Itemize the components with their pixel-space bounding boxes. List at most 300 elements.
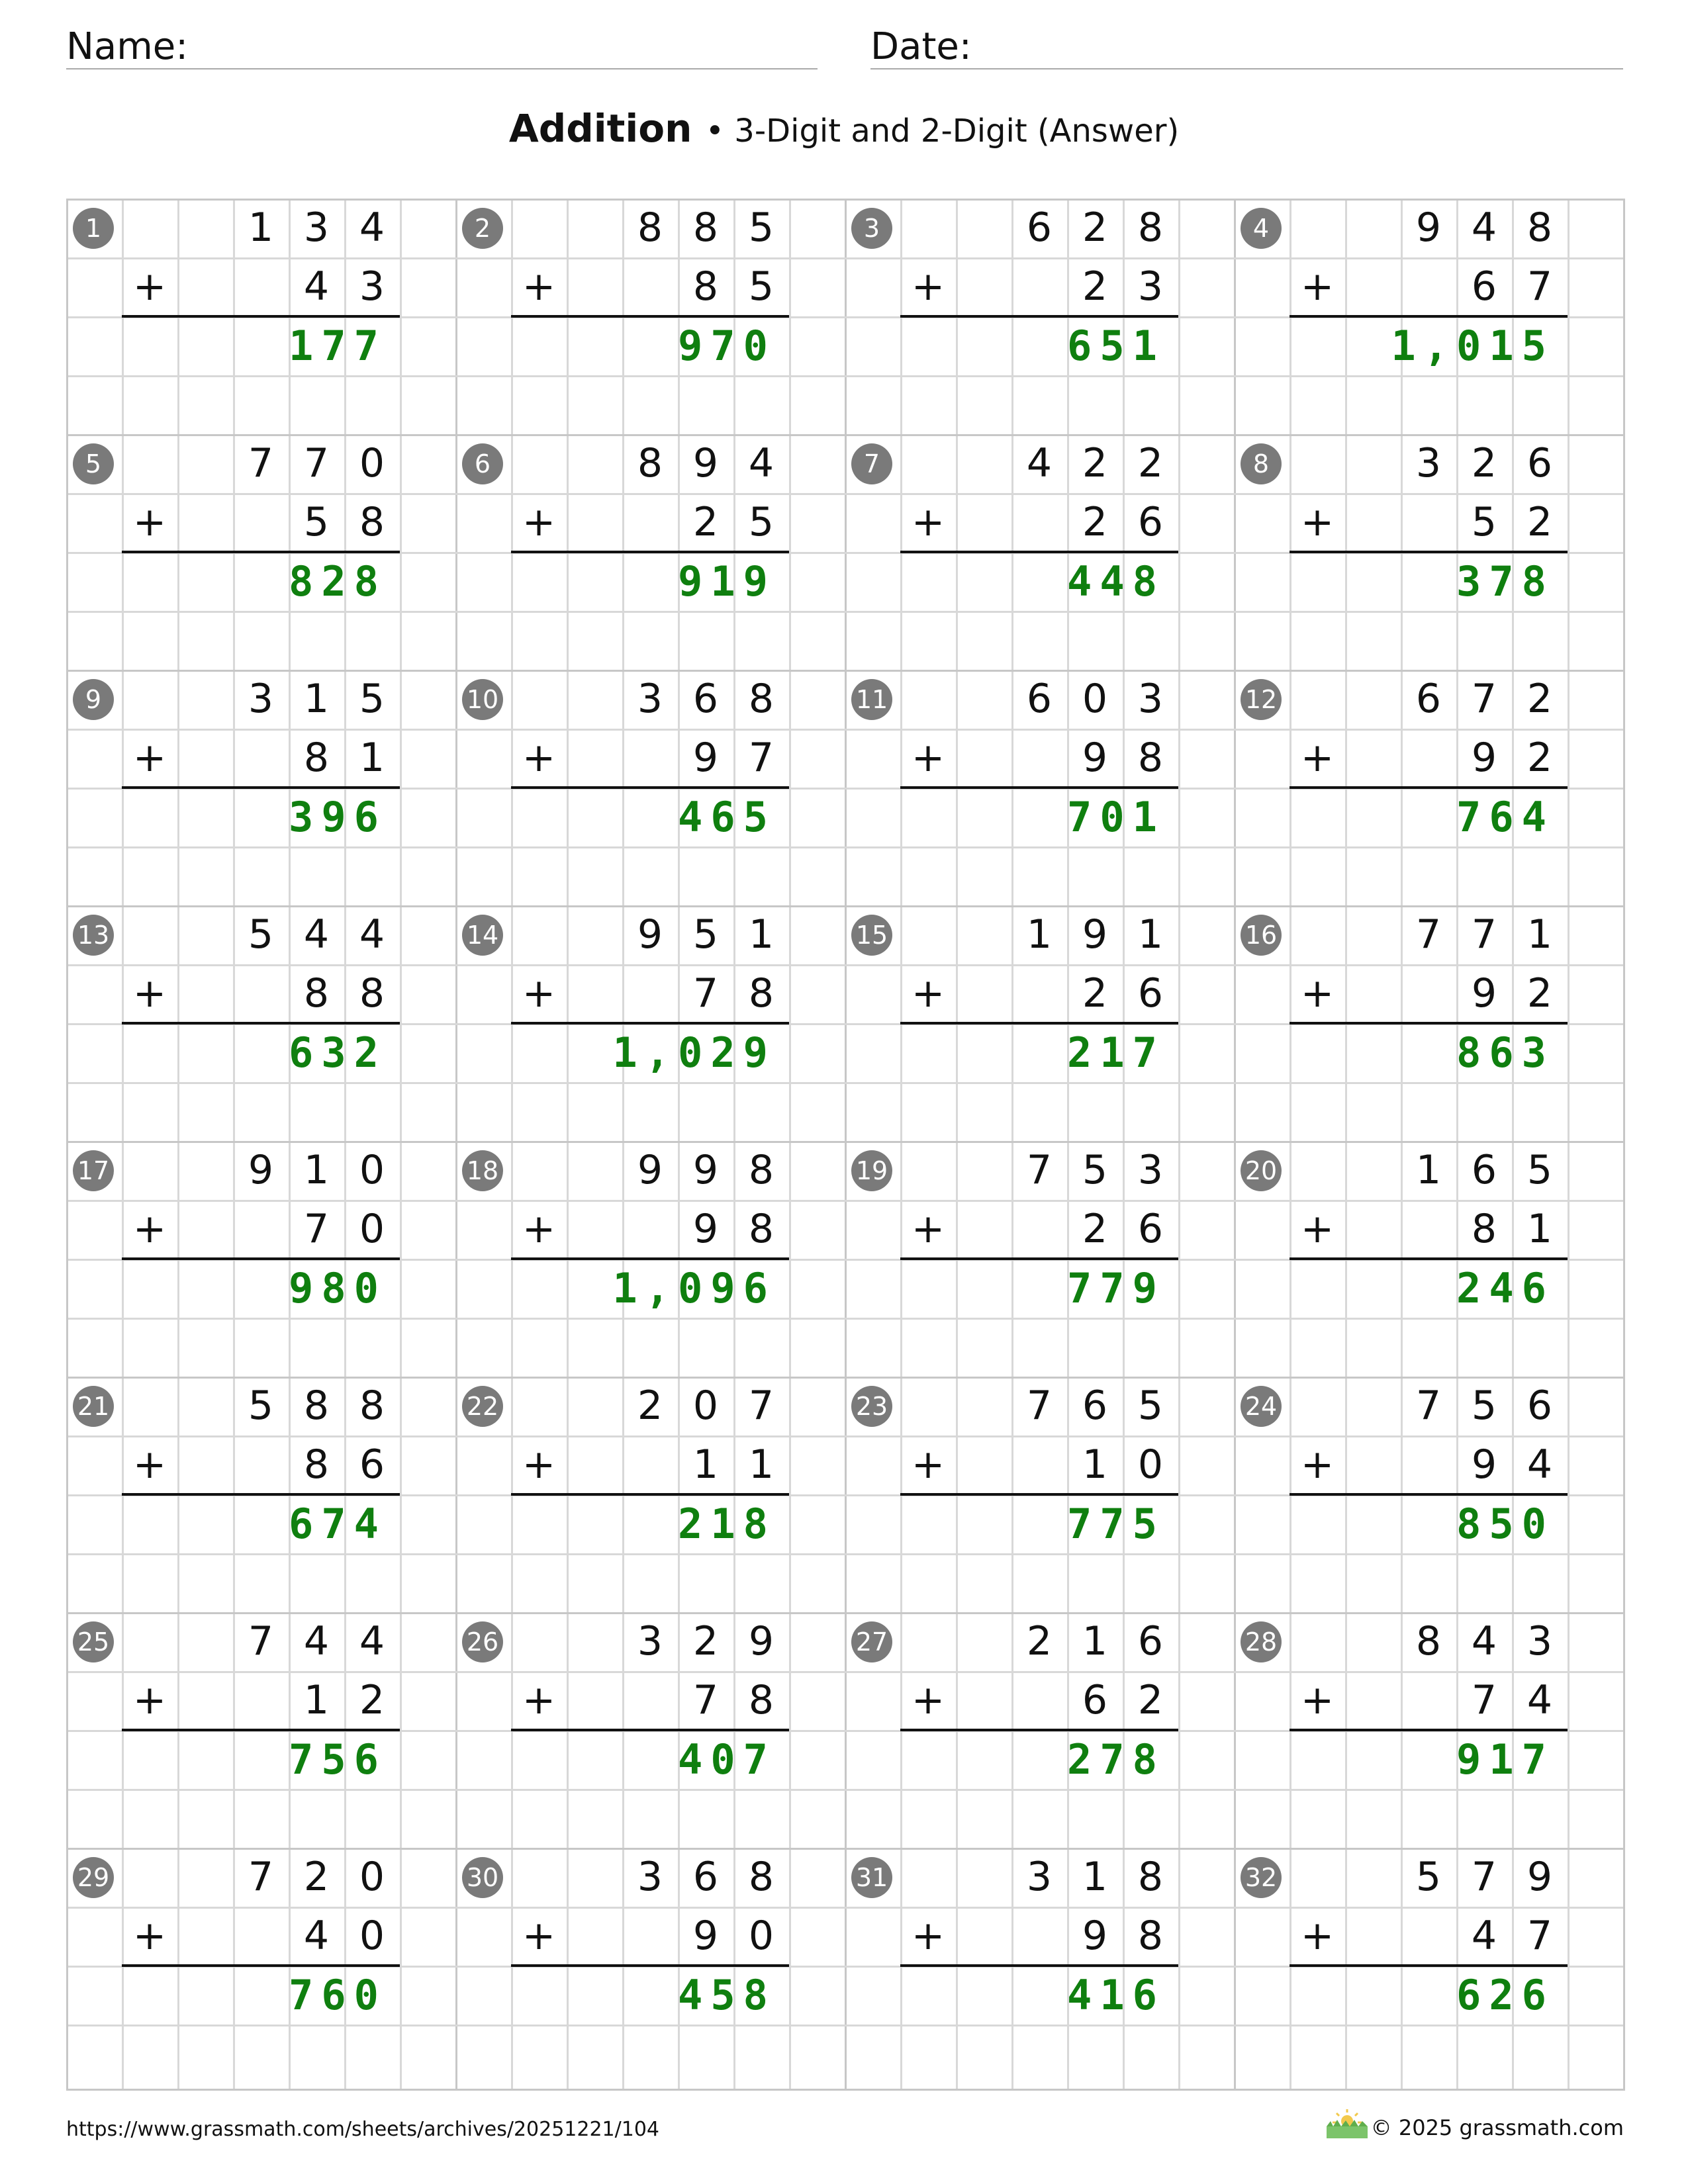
- addend-digit: 7: [1471, 1677, 1497, 1723]
- addend-digit: 5: [303, 499, 330, 545]
- addend-digit: 8: [303, 1383, 330, 1429]
- addend-digit: 9: [1471, 735, 1497, 781]
- date-label: Date:: [870, 25, 972, 68]
- addend-digit: 6: [1137, 499, 1164, 545]
- addend-digit: 5: [1471, 1383, 1497, 1429]
- problem-box: [1234, 1848, 1623, 2083]
- addend-digit: 8: [1137, 735, 1164, 781]
- addend-digit: 7: [1471, 676, 1497, 722]
- addend-digit: 1: [1526, 911, 1553, 958]
- problem-number-badge: 21: [73, 1386, 114, 1427]
- addend-digit: 8: [637, 205, 663, 251]
- addend-digit: 7: [1026, 1147, 1053, 1193]
- answer-value: 828: [289, 557, 387, 606]
- answer-value: 917: [1456, 1735, 1554, 1784]
- addend-digit: 4: [1026, 440, 1053, 486]
- answer-value: 218: [678, 1500, 776, 1548]
- addend-digit: 3: [248, 676, 274, 722]
- addend-digit: 9: [692, 440, 719, 486]
- addend-digit: 6: [1526, 1383, 1553, 1429]
- addend-digit: 8: [748, 1854, 774, 1900]
- addend-digit: 6: [1026, 676, 1053, 722]
- plus-sign: +: [522, 1913, 556, 1959]
- answer-value: 1,096: [612, 1264, 776, 1312]
- addend-digit: 0: [359, 1854, 385, 1900]
- addend-digit: 6: [692, 1854, 719, 1900]
- addend-digit: 0: [359, 1206, 385, 1252]
- addend-digit: 1: [1415, 1147, 1442, 1193]
- addend-digit: 2: [359, 1677, 385, 1723]
- plus-sign: +: [1300, 1441, 1335, 1488]
- problem-number-badge: 5: [73, 443, 114, 484]
- title-bullet: •: [695, 113, 735, 150]
- addend-digit: 1: [359, 735, 385, 781]
- addend-digit: 2: [1082, 1206, 1108, 1252]
- problem-box: [66, 1141, 455, 1377]
- addend-digit: 2: [1082, 263, 1108, 310]
- problem-box: [1234, 1377, 1623, 1612]
- problem-box: [845, 1612, 1234, 1848]
- plus-sign: +: [522, 735, 556, 781]
- addend-digit: 4: [303, 263, 330, 310]
- addend-digit: 2: [303, 1854, 330, 1900]
- problem-number-badge: 18: [462, 1150, 503, 1191]
- addend-digit: 3: [303, 205, 330, 251]
- problem-box: [845, 434, 1234, 670]
- addend-digit: 4: [1471, 1913, 1497, 1959]
- footer-url[interactable]: https://www.grassmath.com/sheets/archives/20251221/104: [66, 2118, 660, 2141]
- addend-digit: 5: [748, 205, 774, 251]
- addend-digit: 6: [359, 1441, 385, 1488]
- plus-sign: +: [522, 1677, 556, 1723]
- answer-value: 651: [1067, 322, 1165, 370]
- addend-digit: 7: [1471, 911, 1497, 958]
- answer-value: 448: [1067, 557, 1165, 606]
- addend-digit: 7: [1026, 1383, 1053, 1429]
- name-field-line[interactable]: [66, 68, 818, 69]
- addend-digit: 4: [303, 1618, 330, 1664]
- addend-digit: 4: [1526, 1677, 1553, 1723]
- title-sub: 3-Digit and 2-Digit (Answer): [734, 113, 1180, 150]
- problem-number-badge: 4: [1241, 208, 1282, 249]
- answer-value: 416: [1067, 1971, 1165, 2019]
- addend-digit: 9: [248, 1147, 274, 1193]
- addend-digit: 2: [692, 499, 719, 545]
- problem-number-badge: 13: [73, 915, 114, 956]
- answer-value: 1,015: [1391, 322, 1554, 370]
- addend-digit: 4: [359, 205, 385, 251]
- problem-box: [1234, 670, 1623, 905]
- plus-sign: +: [1300, 263, 1335, 310]
- addend-digit: 9: [692, 1913, 719, 1959]
- addend-digit: 2: [1082, 499, 1108, 545]
- addend-digit: 8: [359, 499, 385, 545]
- problem-box: [66, 434, 455, 670]
- addend-digit: 1: [1526, 1206, 1553, 1252]
- problem-box: [1234, 434, 1623, 670]
- addend-digit: 8: [748, 1147, 774, 1193]
- addend-digit: 3: [359, 263, 385, 310]
- addend-digit: 0: [1082, 676, 1108, 722]
- addend-digit: 2: [1526, 676, 1553, 722]
- addend-digit: 8: [692, 205, 719, 251]
- addend-digit: 8: [303, 970, 330, 1017]
- problem-grid: [66, 199, 1623, 2089]
- addend-digit: 9: [637, 911, 663, 958]
- worksheet-title: [0, 106, 1688, 151]
- addend-digit: 3: [1137, 1147, 1164, 1193]
- problem-box: [1234, 905, 1623, 1141]
- addend-digit: 7: [1415, 911, 1442, 958]
- addend-digit: 8: [1471, 1206, 1497, 1252]
- name-label: Name:: [66, 25, 189, 68]
- problem-number-badge: 6: [462, 443, 503, 484]
- addend-digit: 4: [748, 440, 774, 486]
- addend-digit: 5: [359, 676, 385, 722]
- plus-sign: +: [1300, 1913, 1335, 1959]
- title-main: Addition: [508, 106, 692, 151]
- plus-sign: +: [132, 735, 167, 781]
- problem-number-badge: 30: [462, 1857, 503, 1898]
- problem-number-badge: 27: [851, 1621, 892, 1662]
- addend-digit: 5: [1082, 1147, 1108, 1193]
- addend-digit: 9: [692, 735, 719, 781]
- addend-digit: 5: [1526, 1147, 1553, 1193]
- answer-value: 1,029: [612, 1028, 776, 1077]
- problem-box: [455, 1377, 845, 1612]
- addend-digit: 1: [692, 1441, 719, 1488]
- addend-digit: 8: [748, 1206, 774, 1252]
- addend-digit: 0: [692, 1383, 719, 1429]
- addend-digit: 1: [1082, 1618, 1108, 1664]
- problem-number-badge: 3: [851, 208, 892, 249]
- addend-digit: 1: [303, 1147, 330, 1193]
- problem-box: [1234, 1612, 1623, 1848]
- addend-digit: 4: [359, 911, 385, 958]
- addend-digit: 8: [303, 1441, 330, 1488]
- problem-box: [455, 434, 845, 670]
- problem-number-badge: 24: [1241, 1386, 1282, 1427]
- addend-digit: 6: [1082, 1383, 1108, 1429]
- problem-number-badge: 22: [462, 1386, 503, 1427]
- addend-digit: 6: [1415, 676, 1442, 722]
- addend-digit: 6: [1026, 205, 1053, 251]
- problem-number-badge: 32: [1241, 1857, 1282, 1898]
- plus-sign: +: [911, 1206, 945, 1252]
- answer-value: 863: [1456, 1028, 1554, 1077]
- problem-number-badge: 29: [73, 1857, 114, 1898]
- addend-digit: 8: [1137, 1854, 1164, 1900]
- addend-digit: 9: [748, 1618, 774, 1664]
- addend-digit: 7: [1415, 1383, 1442, 1429]
- plus-sign: +: [132, 970, 167, 1017]
- plus-sign: +: [911, 970, 945, 1017]
- addend-digit: 1: [303, 1677, 330, 1723]
- answer-value: 779: [1067, 1264, 1165, 1312]
- grass-sun-logo-icon: [1324, 2107, 1370, 2140]
- problem-number-badge: 19: [851, 1150, 892, 1191]
- problem-number-badge: 1: [73, 208, 114, 249]
- addend-digit: 2: [1082, 205, 1108, 251]
- addend-digit: 8: [1526, 205, 1553, 251]
- answer-value: 378: [1456, 557, 1554, 606]
- addend-digit: 6: [692, 676, 719, 722]
- addend-digit: 8: [692, 263, 719, 310]
- plus-sign: +: [911, 1677, 945, 1723]
- addend-digit: 8: [359, 1383, 385, 1429]
- addend-digit: 5: [1415, 1854, 1442, 1900]
- addend-digit: 4: [1471, 1618, 1497, 1664]
- addend-digit: 7: [248, 1618, 274, 1664]
- addend-digit: 0: [359, 440, 385, 486]
- addend-digit: 0: [359, 1147, 385, 1193]
- problem-box: [66, 1377, 455, 1612]
- plus-sign: +: [1300, 1206, 1335, 1252]
- problem-number-badge: 10: [462, 679, 503, 720]
- plus-sign: +: [1300, 1677, 1335, 1723]
- addend-digit: 2: [1082, 970, 1108, 1017]
- problem-number-badge: 20: [1241, 1150, 1282, 1191]
- addend-digit: 8: [1137, 1913, 1164, 1959]
- addend-digit: 3: [1526, 1618, 1553, 1664]
- answer-value: 278: [1067, 1735, 1165, 1784]
- addend-digit: 2: [1526, 970, 1553, 1017]
- problem-box: [455, 670, 845, 905]
- addend-digit: 4: [359, 1618, 385, 1664]
- addend-digit: 7: [748, 735, 774, 781]
- addend-digit: 6: [1526, 440, 1553, 486]
- answer-value: 701: [1067, 793, 1165, 841]
- addend-digit: 2: [1526, 735, 1553, 781]
- addend-digit: 6: [1082, 1677, 1108, 1723]
- answer-value: 850: [1456, 1500, 1554, 1548]
- answer-value: 407: [678, 1735, 776, 1784]
- plus-sign: +: [911, 499, 945, 545]
- answer-value: 217: [1067, 1028, 1165, 1077]
- addend-digit: 4: [1526, 1441, 1553, 1488]
- addend-digit: 9: [692, 1206, 719, 1252]
- problem-box: [845, 670, 1234, 905]
- addend-digit: 7: [248, 440, 274, 486]
- addend-digit: 9: [1471, 1441, 1497, 1488]
- plus-sign: +: [522, 1441, 556, 1488]
- addend-digit: 1: [303, 676, 330, 722]
- addend-digit: 0: [1137, 1441, 1164, 1488]
- answer-value: 756: [289, 1735, 387, 1784]
- addend-digit: 7: [692, 1677, 719, 1723]
- addend-digit: 9: [1471, 970, 1497, 1017]
- addend-digit: 2: [1026, 1618, 1053, 1664]
- addend-digit: 8: [359, 970, 385, 1017]
- addend-digit: 3: [1137, 676, 1164, 722]
- addend-digit: 5: [248, 1383, 274, 1429]
- problem-box: [845, 1377, 1234, 1612]
- addend-digit: 1: [248, 205, 274, 251]
- plus-sign: +: [132, 499, 167, 545]
- addend-digit: 1: [1026, 911, 1053, 958]
- problem-number-badge: 25: [73, 1621, 114, 1662]
- addend-digit: 6: [1471, 263, 1497, 310]
- addend-digit: 3: [637, 676, 663, 722]
- plus-sign: +: [132, 1206, 167, 1252]
- date-field-line[interactable]: [870, 68, 1623, 69]
- problem-box: [455, 1141, 845, 1377]
- addend-digit: 2: [1137, 440, 1164, 486]
- problem-number-badge: 14: [462, 915, 503, 956]
- addend-digit: 7: [303, 440, 330, 486]
- addend-digit: 6: [1471, 1147, 1497, 1193]
- addend-digit: 9: [1082, 911, 1108, 958]
- addend-digit: 7: [692, 970, 719, 1017]
- addend-digit: 9: [1526, 1854, 1553, 1900]
- addend-digit: 8: [637, 440, 663, 486]
- problem-box: [1234, 1141, 1623, 1377]
- answer-value: 465: [678, 793, 776, 841]
- answer-value: 760: [289, 1971, 387, 2019]
- answer-value: 970: [678, 322, 776, 370]
- answer-value: 764: [1456, 793, 1554, 841]
- addend-digit: 4: [303, 1913, 330, 1959]
- addend-digit: 6: [1137, 1206, 1164, 1252]
- addend-digit: 1: [1082, 1441, 1108, 1488]
- addend-digit: 2: [692, 1618, 719, 1664]
- problem-box: [455, 1612, 845, 1848]
- problem-box: [455, 1848, 845, 2083]
- plus-sign: +: [911, 735, 945, 781]
- plus-sign: +: [132, 263, 167, 310]
- addend-digit: 1: [1137, 911, 1164, 958]
- addend-digit: 2: [1137, 1677, 1164, 1723]
- addend-digit: 6: [1137, 1618, 1164, 1664]
- plus-sign: +: [132, 1913, 167, 1959]
- problem-number-badge: 28: [1241, 1621, 1282, 1662]
- addend-digit: 9: [1415, 205, 1442, 251]
- addend-digit: 6: [1137, 970, 1164, 1017]
- problem-box: [66, 1612, 455, 1848]
- addend-digit: 5: [692, 911, 719, 958]
- addend-digit: 2: [1082, 440, 1108, 486]
- problem-number-badge: 26: [462, 1621, 503, 1662]
- problem-number-badge: 16: [1241, 915, 1282, 956]
- plus-sign: +: [911, 263, 945, 310]
- addend-digit: 7: [1471, 1854, 1497, 1900]
- problem-box: [1234, 199, 1623, 434]
- addend-digit: 3: [1415, 440, 1442, 486]
- problem-box: [66, 670, 455, 905]
- answer-value: 775: [1067, 1500, 1165, 1548]
- addend-digit: 5: [1137, 1383, 1164, 1429]
- addend-digit: 1: [748, 1441, 774, 1488]
- answer-value: 177: [289, 322, 387, 370]
- addend-digit: 8: [1415, 1618, 1442, 1664]
- problem-number-badge: 8: [1241, 443, 1282, 484]
- answer-value: 919: [678, 557, 776, 606]
- addend-digit: 2: [1471, 440, 1497, 486]
- addend-digit: 1: [748, 911, 774, 958]
- addend-digit: 3: [637, 1618, 663, 1664]
- addend-digit: 5: [748, 499, 774, 545]
- problem-number-badge: 2: [462, 208, 503, 249]
- answer-value: 396: [289, 793, 387, 841]
- problem-box: [66, 1848, 455, 2083]
- problem-number-badge: 11: [851, 679, 892, 720]
- problem-number-badge: 31: [851, 1857, 892, 1898]
- addend-digit: 4: [303, 911, 330, 958]
- problem-box: [66, 905, 455, 1141]
- plus-sign: +: [911, 1913, 945, 1959]
- addend-digit: 3: [1137, 263, 1164, 310]
- answer-value: 458: [678, 1971, 776, 2019]
- answer-value: 980: [289, 1264, 387, 1312]
- problem-number-badge: 17: [73, 1150, 114, 1191]
- problem-box: [845, 1848, 1234, 2083]
- plus-sign: +: [522, 1206, 556, 1252]
- addend-digit: 9: [1082, 1913, 1108, 1959]
- addend-digit: 7: [248, 1854, 274, 1900]
- addend-digit: 8: [748, 1677, 774, 1723]
- footer-copyright: © 2025 grassmath.com: [1370, 2115, 1624, 2140]
- plus-sign: +: [911, 1441, 945, 1488]
- addend-digit: 5: [248, 911, 274, 958]
- problem-box: [845, 1141, 1234, 1377]
- addend-digit: 5: [748, 263, 774, 310]
- problem-number-badge: 15: [851, 915, 892, 956]
- problem-box: [66, 199, 455, 434]
- addend-digit: 7: [303, 1206, 330, 1252]
- addend-digit: 8: [748, 676, 774, 722]
- answer-value: 246: [1456, 1264, 1554, 1312]
- addend-digit: 7: [748, 1383, 774, 1429]
- addend-digit: 2: [1526, 499, 1553, 545]
- problem-box: [845, 905, 1234, 1141]
- problem-box: [845, 199, 1234, 434]
- addend-digit: 9: [1082, 735, 1108, 781]
- plus-sign: +: [1300, 735, 1335, 781]
- plus-sign: +: [132, 1441, 167, 1488]
- answer-value: 626: [1456, 1971, 1554, 2019]
- problem-number-badge: 9: [73, 679, 114, 720]
- addend-digit: 5: [1471, 499, 1497, 545]
- plus-sign: +: [522, 263, 556, 310]
- addend-digit: 8: [303, 735, 330, 781]
- problem-box: [455, 199, 845, 434]
- addend-digit: 0: [359, 1913, 385, 1959]
- plus-sign: +: [522, 499, 556, 545]
- addend-digit: 2: [637, 1383, 663, 1429]
- plus-sign: +: [522, 970, 556, 1017]
- addend-digit: 8: [1137, 205, 1164, 251]
- problem-box: [455, 905, 845, 1141]
- plus-sign: +: [1300, 499, 1335, 545]
- addend-digit: 3: [637, 1854, 663, 1900]
- problem-number-badge: 23: [851, 1386, 892, 1427]
- answer-value: 674: [289, 1500, 387, 1548]
- addend-digit: 1: [1082, 1854, 1108, 1900]
- addend-digit: 8: [748, 970, 774, 1017]
- addend-digit: 0: [748, 1913, 774, 1959]
- addend-digit: 7: [1526, 263, 1553, 310]
- problem-number-badge: 7: [851, 443, 892, 484]
- plus-sign: +: [132, 1677, 167, 1723]
- plus-sign: +: [1300, 970, 1335, 1017]
- addend-digit: 7: [1526, 1913, 1553, 1959]
- problem-number-badge: 12: [1241, 679, 1282, 720]
- addend-digit: 9: [637, 1147, 663, 1193]
- addend-digit: 9: [692, 1147, 719, 1193]
- addend-digit: 3: [1026, 1854, 1053, 1900]
- answer-value: 632: [289, 1028, 387, 1077]
- addend-digit: 4: [1471, 205, 1497, 251]
